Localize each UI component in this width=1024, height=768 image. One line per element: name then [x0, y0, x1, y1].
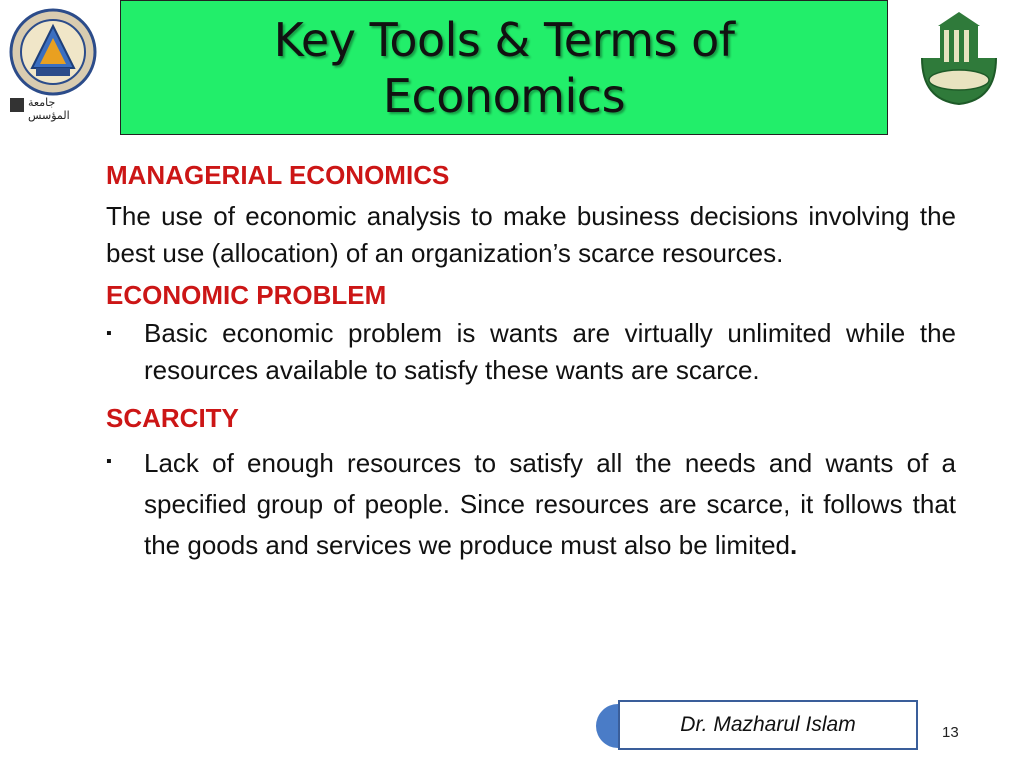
scarcity-text [144, 443, 956, 566]
managerial-economics-definition: The use of economic analysis to make business decisions involving the best use (allocation) of an organization’s scarce resources. [106, 201, 956, 268]
list-item [106, 315, 956, 389]
economic-problem-text: Basic economic problem is wants are virtually unlimited while the resources available to satisfy these wants are scarce. [144, 318, 956, 385]
king-abdulaziz-university-emblem-icon [912, 8, 1006, 108]
list-item [106, 443, 956, 566]
author-label: Dr. Mazharul Islam [618, 700, 918, 750]
scarcity-text-body: Lack of enough resources to satisfy all the needs and wants of a specified group of people. Since resources are scarce, it follows that the goods and services we produce must also be limited [144, 448, 956, 560]
heading-managerial-economics: MANAGERIAL ECONOMICS [106, 160, 450, 190]
scarcity-text-period: . [790, 530, 798, 560]
heading-economic-problem: ECONOMIC PROBLEM [106, 280, 387, 310]
university-logo [912, 8, 1006, 108]
bullet-square-icon: ▪ [106, 453, 112, 470]
slide-number: 13 [942, 724, 959, 741]
title-banner [120, 0, 888, 135]
faculty-logo [6, 8, 100, 122]
page-title-line-2: Economics [382, 68, 626, 123]
faculty-logo-arabic-text: جامعة المؤسس [28, 96, 70, 122]
page-title-line-1: Key Tools & Terms of [273, 12, 735, 67]
heading-scarcity: SCARCITY [106, 403, 239, 433]
bullet-square-icon: ▪ [106, 325, 112, 342]
slide-content [106, 158, 956, 566]
